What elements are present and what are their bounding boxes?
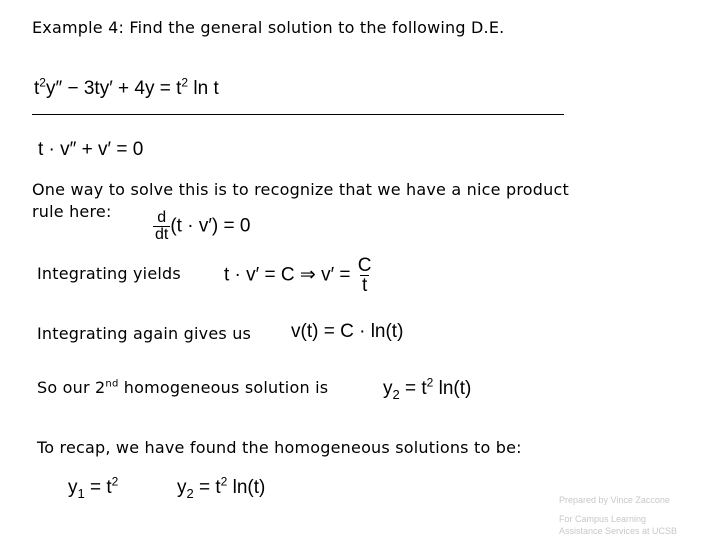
c-over-t	[356, 256, 374, 295]
recap-y2-tail: ln(t)	[227, 477, 266, 498]
y2-exp: 2	[426, 375, 434, 390]
recap-y1-equation	[68, 474, 119, 501]
one-way-text: One way to solve this is to recognize that we have a nice product	[32, 180, 569, 199]
divider-line	[32, 114, 564, 115]
recap-y1-exp: 2	[111, 474, 119, 489]
de-exp-1: 2	[39, 75, 46, 90]
credit-line-2: For Campus Learning	[559, 514, 647, 524]
recap-y2-exp: 2	[220, 474, 228, 489]
product-rule-equation	[153, 210, 250, 243]
derivative-dt: dt	[155, 226, 169, 243]
derivative-operator	[153, 210, 170, 243]
recap-y1-y: y	[68, 477, 78, 498]
de-part-c: ln t	[188, 78, 219, 99]
recap-y1-mid: = t	[84, 477, 112, 498]
de-part-a: t	[34, 78, 40, 99]
y2-mid: = t	[399, 378, 427, 399]
recap-y2-equation	[177, 474, 266, 501]
recap-text: To recap, we have found the homogeneous solutions to be:	[37, 438, 522, 457]
integrating-text: Integrating yields	[37, 264, 181, 283]
recap-y1-sub: 1	[77, 485, 85, 501]
nd-superscript: nd	[105, 378, 119, 390]
reduced-equation: t · v″ + v′ = 0	[38, 139, 144, 160]
recap-y2-sub: 2	[186, 485, 194, 501]
recap-y2-y: y	[177, 477, 187, 498]
credit-spacer	[559, 506, 677, 513]
page-title: Example 4: Find the general solution to the following D.E.	[32, 18, 505, 37]
y2-sub: 2	[392, 386, 400, 402]
credit-line-1: Prepared by Vince Zaccone	[559, 495, 670, 505]
y2-y: y	[383, 378, 393, 399]
de-part-b: y″ − 3ty′ + 4y = t	[45, 78, 182, 99]
c-numerator: C	[357, 255, 372, 276]
y2-equation	[383, 375, 472, 402]
de-exp-2: 2	[181, 75, 189, 90]
integrate-twice-equation: v(t) = C · ln(t)	[291, 321, 404, 342]
so-our-post: homogeneous solution is	[118, 378, 329, 397]
integrate-once-equation	[224, 256, 374, 295]
product-rule-rest: (t · v′) = 0	[170, 215, 251, 237]
integrate-once-lhs: t · v′ = C ⇒ v′ =	[224, 264, 351, 286]
y2-tail: ln(t)	[433, 378, 472, 399]
differential-equation	[34, 75, 219, 100]
credit-line-3: Assistance Services at UCSB	[559, 526, 678, 536]
rule-here-text: rule here:	[32, 202, 112, 221]
recap-y2-mid: = t	[193, 477, 221, 498]
t-denominator: t	[362, 275, 368, 296]
second-solution-text	[37, 378, 328, 397]
credit-block	[559, 494, 677, 537]
integrating-again-text: Integrating again gives us	[37, 324, 252, 343]
derivative-d: d	[157, 209, 167, 226]
so-our-pre: So our 2	[37, 378, 106, 397]
